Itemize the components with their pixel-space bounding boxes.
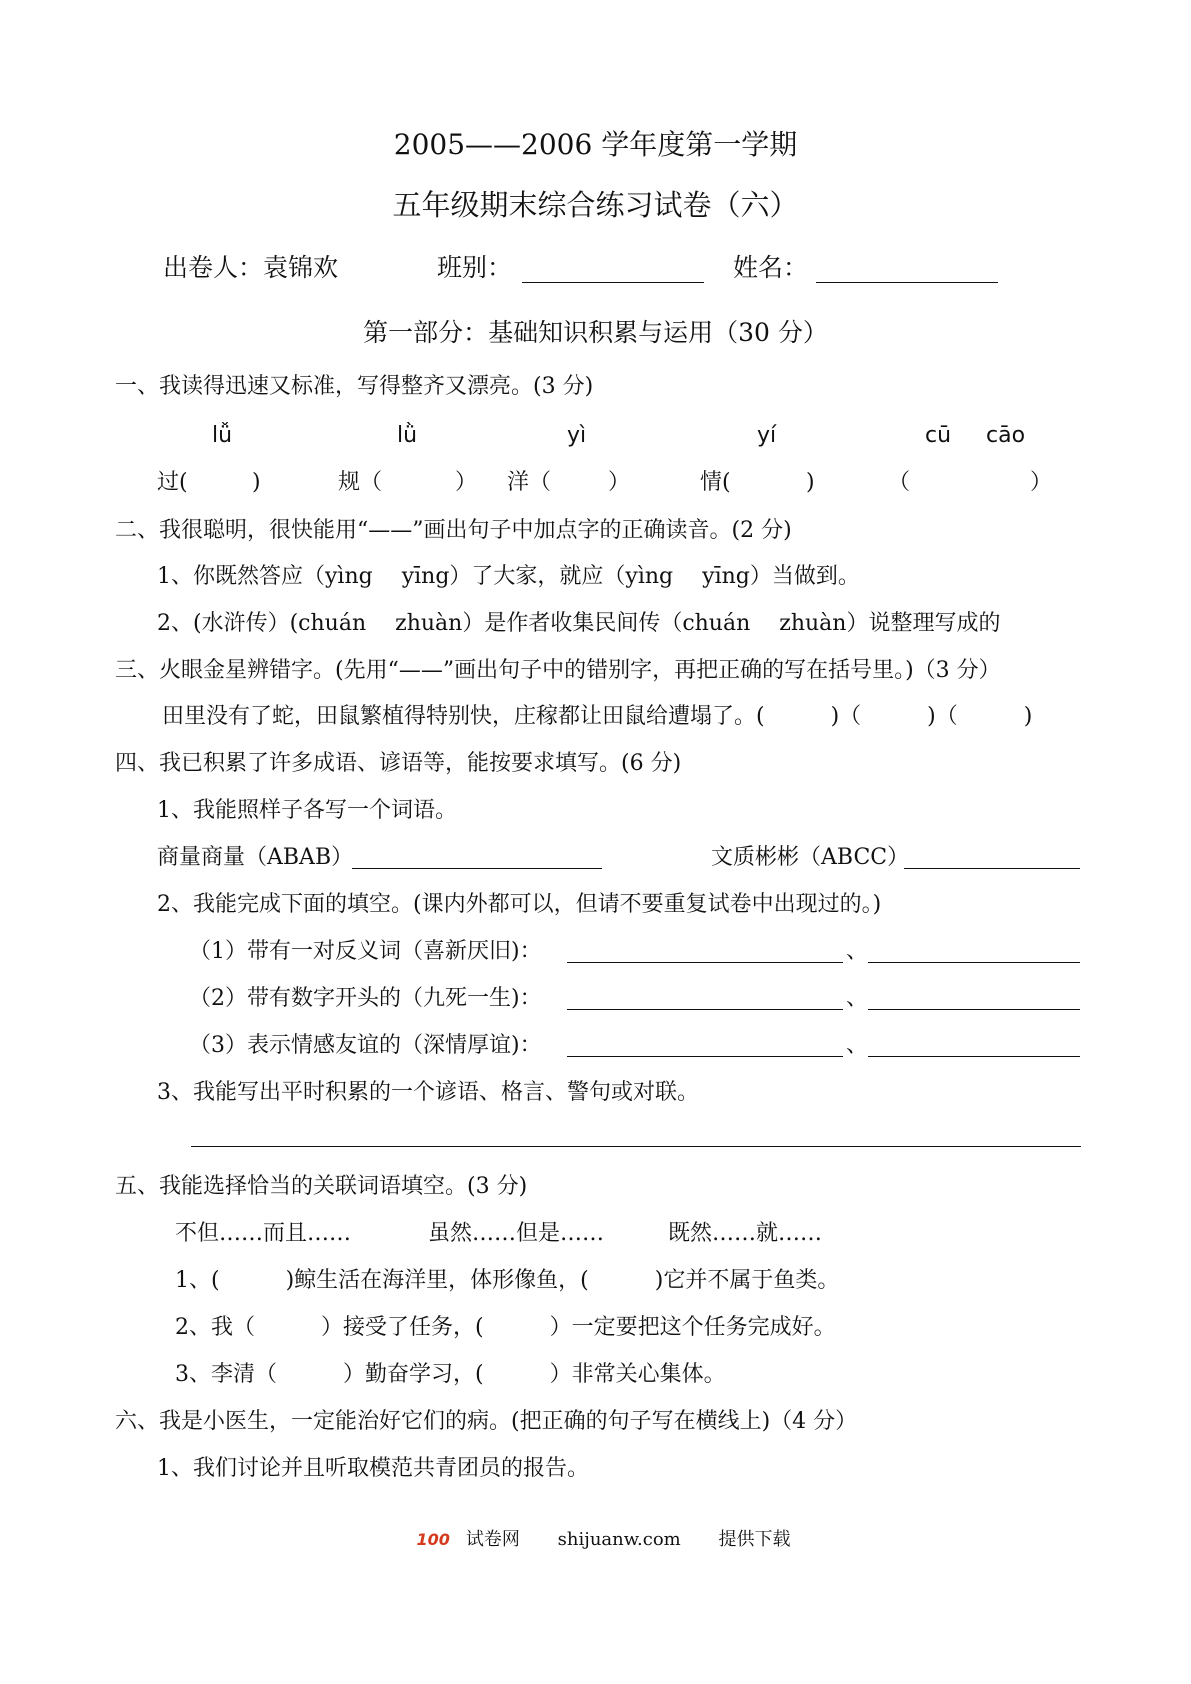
download-note: 提供下载 (718, 1529, 791, 1550)
q5-title: 五、我能选择恰当的关联词语填空。(3 分) (115, 1174, 528, 1199)
row-2-answer-b[interactable] (868, 1009, 1080, 1010)
q4-sub1: 1、我能照样子各写一个词语。 (157, 798, 457, 823)
exam-title: 五年级期末综合练习试卷（六） (392, 188, 799, 222)
pinyin-3: yì (567, 423, 587, 448)
q5-sentence-3: 3、李清（ ）勤奋学习，( ）非常关心集体。 (175, 1362, 726, 1387)
q5-option-2: 虽然……但是…… (428, 1221, 605, 1246)
site-logo: 100 (416, 1530, 450, 1549)
row-1-answer-b[interactable] (868, 962, 1080, 963)
class-label: 班别： (437, 253, 513, 282)
q6-title: 六、我是小医生，一定能治好它们的病。(把正确的句子写在横线上)（4 分） (115, 1409, 858, 1434)
pinyin-6: cāo (986, 423, 1026, 448)
q1-item-1: 过( (157, 470, 188, 495)
pinyin-4: yí (757, 423, 777, 448)
class-field[interactable] (522, 282, 704, 283)
site-domain[interactable]: shijuanw.com (557, 1529, 681, 1550)
q1-item-3-close: ） (608, 470, 631, 495)
row-2-sep: 、 (846, 986, 869, 1011)
q4-row-3-label: （3）表示情感友谊的（深情厚谊)： (189, 1033, 542, 1058)
q1-item-4-close: ) (806, 470, 815, 495)
q1-item-3: 洋（ (507, 470, 552, 495)
pinyin-5: cū (925, 423, 952, 448)
q1-item-4: 情( (700, 470, 731, 495)
q1-item-5-close: ） (1030, 470, 1053, 495)
q4-title: 四、我已积累了许多成语、谚语等，能按要求填写。(6 分) (115, 751, 682, 776)
q4-sub2: 2、我能完成下面的填空。(课内外都可以，但请不要重复试卷中出现过的。) (157, 892, 882, 917)
q2-title: 二、我很聪明，很快能用“——”画出句子中加点字的正确读音。(2 分) (115, 518, 792, 543)
q4-row-1-label: （1）带有一对反义词（喜新厌旧)： (189, 939, 542, 964)
q2-sentence-1: 1、你既然答应（yìng yīng）了大家，就应（yìng yīng）当做到。 (157, 564, 860, 589)
q1-title: 一、我读得迅速又标准，写得整齐又漂亮。(3 分) (115, 374, 594, 399)
q3-title: 三、火眼金星辨错字。(先用“——”画出句子中的错别字，再把正确的写在括号里。)（3 分） (115, 658, 1001, 683)
proverb-answer-line[interactable] (191, 1146, 1081, 1147)
q2-sentence-2: 2、(水浒传）(chuán zhuàn）是作者收集民间传（chuán zhuàn）说整理写成的 (157, 611, 1001, 636)
abcc-answer-line[interactable] (904, 868, 1080, 869)
q4-row-2-label: （2）带有数字开头的（九死一生)： (189, 986, 542, 1011)
abab-answer-line[interactable] (352, 868, 602, 869)
row-3-answer-a[interactable] (567, 1056, 843, 1057)
q5-option-3: 既然……就…… (668, 1221, 823, 1246)
author-label: 出卷人：袁锦欢 (163, 253, 339, 282)
year-title: 2005——2006 学年度第一学期 (393, 128, 798, 161)
pinyin-2: lǜ (397, 423, 418, 448)
q5-option-1: 不但……而且…… (175, 1221, 352, 1246)
site-name: 试卷网 (465, 1529, 520, 1550)
q1-item-5: （ (888, 470, 911, 495)
q5-sentence-1: 1、( )鲸生活在海洋里，体形像鱼，( )它并不属于鱼类。 (175, 1268, 840, 1293)
page-footer (0, 1525, 1191, 1551)
q1-item-1-close: ) (252, 470, 261, 495)
q3-sentence: 田里没有了蛇，田鼠繁植得特别快，庄稼都让田鼠给遭塌了。( )（ )（ ) (162, 704, 1033, 729)
row-2-answer-a[interactable] (567, 1009, 843, 1010)
q1-item-2: 规（ (338, 470, 383, 495)
q4-example-abab: 商量商量（ABAB） (157, 845, 354, 870)
row-1-sep: 、 (846, 939, 869, 964)
site-brand[interactable] (401, 1529, 520, 1550)
q6-sentence-1: 1、我们讨论并且听取模范共青团员的报告。 (157, 1456, 589, 1481)
name-label: 姓名： (733, 253, 809, 282)
name-field[interactable] (816, 282, 998, 283)
row-3-answer-b[interactable] (868, 1056, 1080, 1057)
pinyin-1: lǚ (212, 423, 233, 448)
q4-sub3: 3、我能写出平时积累的一个谚语、格言、警句或对联。 (157, 1080, 699, 1105)
q4-example-abcc: 文质彬彬（ABCC） (711, 845, 910, 870)
part1-title: 第一部分：基础知识积累与运用（30 分） (363, 318, 828, 347)
q5-sentence-2: 2、我（ ）接受了任务，( ）一定要把这个任务完成好。 (175, 1315, 836, 1340)
row-1-answer-a[interactable] (567, 962, 843, 963)
q1-item-2-close: ） (455, 470, 478, 495)
row-3-sep: 、 (846, 1033, 869, 1058)
